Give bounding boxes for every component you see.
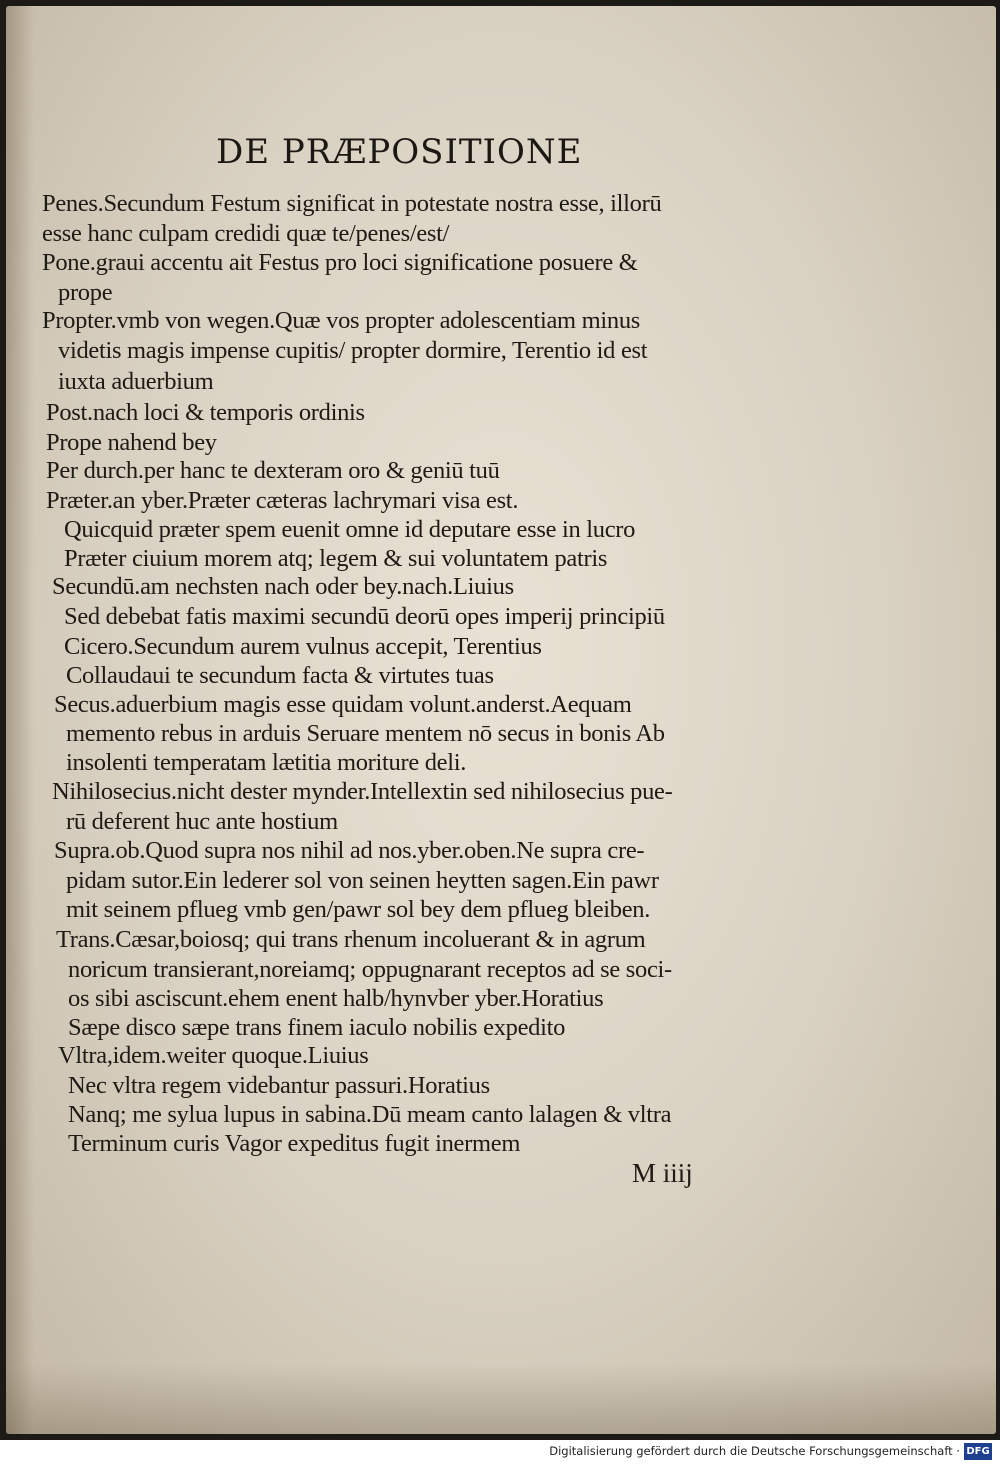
funding-credit: Digitalisierung gefördert durch die Deutsche Forschungsgemeinschaft · — [549, 1444, 960, 1458]
text-line: videtis magis impense cupitis/ propter dormire, Terentio id est — [58, 337, 648, 364]
text-line: Collaudaui te secundum facta & virtutes tuas — [66, 662, 494, 689]
text-line: Per durch.per hanc te dexteram oro & geniū tuū — [46, 457, 500, 484]
text-line: Quicquid præter spem euenit omne id deputare esse in lucro — [64, 516, 636, 543]
text-line: esse hanc culpam credidi quæ te/penes/est/ — [42, 220, 450, 247]
text-line: Nihilosecius.nicht dester mynder.Intellextin sed nihilosecius pue- — [52, 778, 673, 805]
text-line: Vltra,idem.weiter quoque.Liuius — [58, 1042, 369, 1069]
text-line: Præter.an yber.Præter cæteras lachrymari visa est. — [46, 487, 519, 514]
text-line: Nanq; me sylua lupus in sabina.Dū meam canto lalagen & vltra — [68, 1101, 672, 1128]
text-line: memento rebus in arduis Seruare mentem nō secus in bonis Ab — [66, 720, 665, 747]
signature-mark: M iiij — [632, 1158, 693, 1188]
text-line: iuxta aduerbium — [58, 368, 214, 395]
text-line: Prope nahend bey — [46, 429, 217, 456]
dfg-logo: DFG — [964, 1443, 992, 1460]
text-line: Secus.aduerbium magis esse quidam volunt.anderst.Aequam — [54, 691, 632, 718]
text-line: Penes.Secundum Festum significat in potestate nostra esse, illorū — [42, 190, 662, 217]
text-line: Pone.graui accentu ait Festus pro loci significatione posuere & — [42, 249, 638, 276]
text-line: Nec vltra regem videbantur passuri.Horatius — [68, 1072, 490, 1099]
text-line: prope — [58, 279, 113, 306]
text-line: Propter.vmb von wegen.Quæ vos propter adolescentiam minus — [42, 307, 641, 334]
text-line: Terminum curis Vagor expeditus fugit inermem — [68, 1130, 521, 1157]
text-line: pidam sutor.Ein lederer sol von seinen heytten sagen.Ein pawr — [66, 867, 659, 894]
text-line: Sed debebat fatis maximi secundū deorū opes imperij principiū — [64, 603, 665, 630]
text-line: noricum transierant,noreiamq; oppugnarant receptos ad se soci- — [68, 956, 672, 983]
text-line: rū deferent huc ante hostium — [66, 808, 338, 835]
page-heading: DE PRÆPOSITIONE — [216, 132, 583, 172]
text-line: os sibi asciscunt.ehem enent halb/hynvber yber.Horatius — [68, 985, 604, 1012]
text-line: Trans.Cæsar,boiosq; qui trans rhenum incoluerant & in agrum — [56, 926, 646, 953]
text-line: insolenti temperatam lætitia moriture deli. — [66, 749, 467, 776]
text-line: Supra.ob.Quod supra nos nihil ad nos.yber.oben.Ne supra cre- — [54, 837, 645, 864]
text-line: Sæpe disco sæpe trans finem iaculo nobilis expedito — [68, 1014, 566, 1041]
footer-bar — [0, 1440, 1000, 1465]
book-page — [6, 6, 996, 1434]
text-line: Post.nach loci & temporis ordinis — [46, 399, 365, 426]
text-line: Præter ciuium morem atq; legem & sui voluntatem patris — [64, 545, 608, 572]
text-line: Secundū.am nechsten nach oder bey.nach.Liuius — [52, 573, 514, 600]
text-line: Cicero.Secundum aurem vulnus accepit, Terentius — [64, 633, 542, 660]
text-line: mit seinem pflueg vmb gen/pawr sol bey dem pflueg bleiben. — [66, 896, 651, 923]
